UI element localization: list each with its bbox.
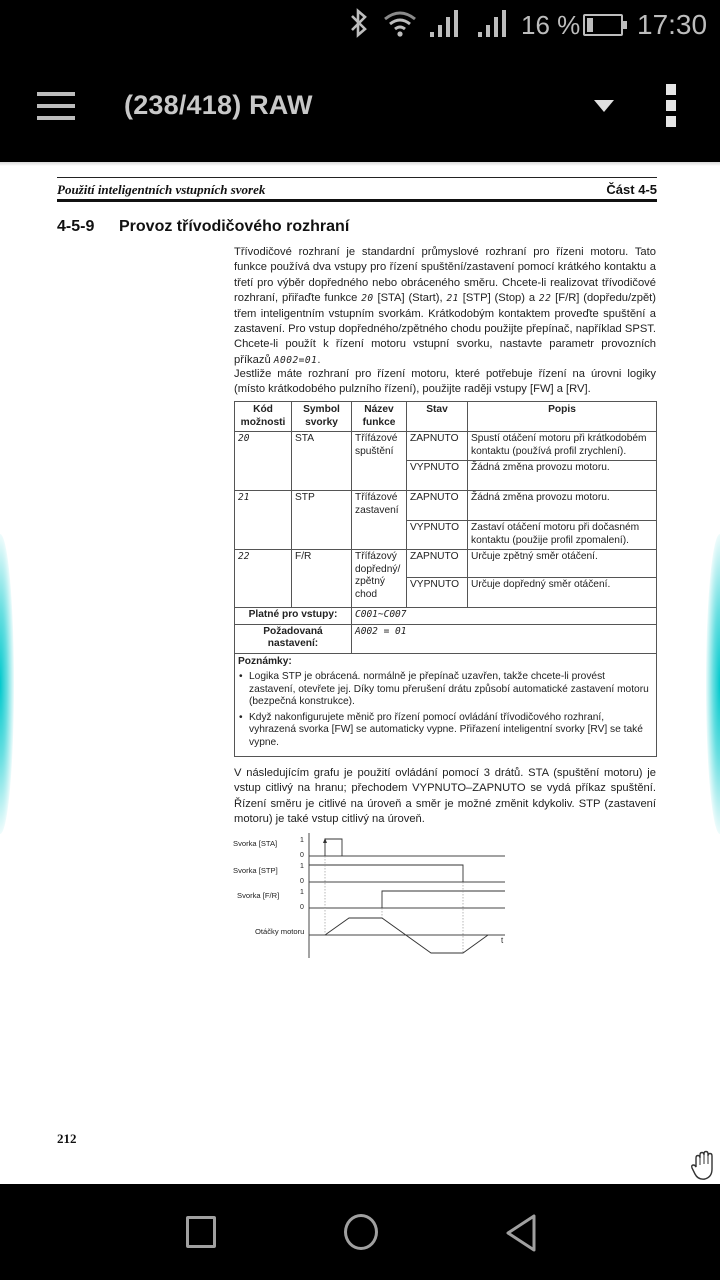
option-code: 22 [538,293,552,305]
description-cell: Zastaví otáčení motoru při dočasném kontaktu (použije profil zpomalení). [468,521,657,550]
function-name-cell: Třífázové zastavení [352,491,407,550]
state-cell: ZAPNUTO [407,491,468,521]
parameter-code: A002=01 [273,354,318,366]
signal-label-sta: Svorka [STA] [233,839,278,848]
description-cell: Žádná změna provozu motoru. [468,461,657,491]
required-settings-value: A002 = 01 [352,624,657,653]
timing-diagram [225,830,515,960]
signal-icon-2 [476,8,510,46]
signal-high-sta: 1 [300,837,304,844]
option-code-cell: 22 [235,550,292,608]
dropdown-triangle-icon[interactable] [594,100,614,112]
table-row [235,550,657,578]
text: . [317,353,321,366]
stp-signal [309,865,463,882]
sta-pulse [325,839,342,856]
clock: 17:30 [637,9,708,40]
text: [F/R] (dopředu/zpět) třem inteligentním vstupním svorkám. Krátkodobým kontaktem proveďte spuštění a zastavení. Pro vstup dopředného/zpětného chodu použijte přepínač, například SPST. Chcete-li použít k řízení motoru vstupní svorku, nastavte parametr provozních příkazů [234,292,656,366]
symbol-cell: F/R [292,550,352,608]
document-viewer[interactable] [0,162,720,1184]
header-rule-thick [57,199,657,202]
table-row-notes [235,653,657,757]
option-code: 20 [361,293,374,305]
table-row-valid-inputs [235,608,657,625]
column-header: Název funkce [352,402,407,432]
valid-inputs-label: Platné pro vstupy: [235,608,352,625]
fr-signal [382,891,505,908]
battery-percent: 16 % [521,10,581,40]
table-row-required-settings [235,624,657,653]
status-bar [0,0,720,50]
wifi-icon [383,10,417,46]
note-item: • Logika STP je obrácená. normálně je přepínač uzavřen, takže chcete-li provést zastavení, otevřete jej. Díky tomu přerušení drátu způsobí automatické zastavení motoru (bezpečná konstrukce). [238,671,653,709]
signal-low-sta: 0 [300,852,304,859]
state-cell: ZAPNUTO [407,550,468,578]
notes-title: Poznámky: [238,655,292,667]
edge-scroll-glow-right [706,534,720,834]
description-cell: Určuje zpětný směr otáčení. [468,550,657,578]
state-cell: ZAPNUTO [407,432,468,461]
battery-icon [583,14,623,36]
table-row [235,491,657,521]
option-code-cell: 21 [235,491,292,550]
section-number: 4-5-9 [57,218,95,235]
function-name-cell: Třífázový dopředný/ zpětný chod [352,550,407,608]
notes-cell [235,653,657,757]
more-vert-icon[interactable] [664,84,678,128]
symbol-cell: STA [292,432,352,491]
header-chapter-title: Použití inteligentních vstupních svorek [57,182,266,197]
column-header: Kód možnosti [235,402,292,432]
signal-icon [428,8,462,46]
pan-hand-icon[interactable] [690,1149,718,1183]
time-axis-label: t [501,936,504,945]
back-triangle-icon[interactable] [504,1213,538,1253]
motor-speed-label: Otáčky motoru [255,927,305,936]
option-code-cell: 20 [235,432,292,491]
battery-fill [587,18,593,32]
bluetooth-icon [348,8,370,46]
section-title: Provoz třívodičového rozhraní [119,218,350,235]
table-row [235,432,657,461]
description-cell: Žádná změna provozu motoru. [468,491,657,521]
symbol-cell: STP [292,491,352,550]
table-header-row [235,402,657,432]
option-code: 21 [446,293,459,305]
signal-low-fr: 0 [300,904,304,911]
required-settings-label: Požadovaná nastavení: [235,624,352,653]
navigation-bar [0,1184,720,1280]
state-cell: VYPNUTO [407,578,468,608]
recents-square-icon[interactable] [186,1216,216,1248]
description-cell: Určuje dopředný směr otáčení. [468,578,657,608]
text: [STP] (Stop) a [458,292,539,305]
valid-inputs-value: C001~C007 [352,608,657,625]
text: [STA] (Start), [373,292,447,305]
column-header: Popis [468,402,657,432]
column-header: Stav [407,402,468,432]
paragraph-logic-level: Jestliže máte rozhraní pro řízení motoru, které potřebuje řízení na úrovni logiky (místo krátkodobého pulzního řízení), použijte raději vstupy [FW] a [RV]. [234,368,656,396]
running-header [57,182,657,200]
app-bar [0,50,720,162]
state-cell: VYPNUTO [407,461,468,491]
signal-high-fr: 1 [300,889,304,896]
note-item: • Když nakonfigurujete měnič pro řízení pomocí ovládání třívodičového rozhraní, vyhrazená svorka [FW] se automaticky vypne. Přiřazení inteligentní svorky [RV] se také vypne. [238,712,653,750]
edge-scroll-glow-left [0,534,14,834]
signal-high-stp: 1 [300,863,304,870]
text: Třívodičové rozhraní je standardní průmyslové rozhraní pro řízeni motoru. Tato funkce používá dva vstupy pro řízení spuštění/zastavení pomocí krátkého kontaktu a třetí pro výběr dopředného nebo obráceného směru. Chcete-li realizovat třívodičové rozhraní, přiřaďte funkce [234,246,656,305]
header-rule-thin [57,177,657,178]
hamburger-menu-icon[interactable] [37,92,75,120]
column-header: Symbol svorky [292,402,352,432]
description-cell: Spustí otáčení motoru při krátkodobém kontaktu (používá profil zrychlení). [468,432,657,461]
header-part: Část 4-5 [606,182,657,197]
signal-low-stp: 0 [300,878,304,885]
page-number: 212 [57,1131,77,1146]
function-name-cell: Třífázové spuštění [352,432,407,491]
signal-label-fr: Svorka [F/R] [237,891,280,900]
options-table [234,401,657,757]
paragraph-intro [234,245,656,368]
motor-speed-curve [325,918,488,953]
state-cell: VYPNUTO [407,521,468,550]
signal-label-stp: Svorka [STP] [233,866,278,875]
app-title: (238/418) RAW [124,90,313,120]
home-circle-icon[interactable] [344,1214,378,1250]
paragraph-timing: V následujícím grafu je použití ovládání pomocí 3 drátů. STA (spuštění motoru) je vstup citlivý na hranu; přechodem VYPNUTO–ZAPNUTO se vydá příkaz spuštění. Řízení směru je citlivé na úroveň a směr je možné změnit kdykoliv. STP (zastavení motoru) je také vstup citlivý na úroveň. [234,767,656,826]
